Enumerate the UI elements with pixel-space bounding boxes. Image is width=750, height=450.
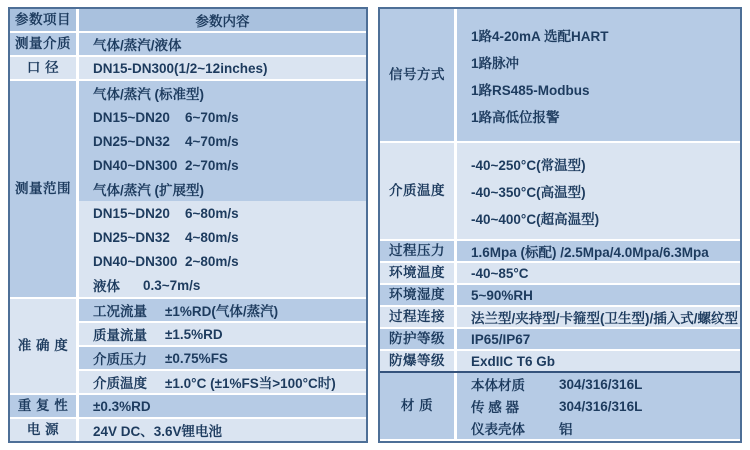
range-size: DN40~DN300	[93, 157, 178, 173]
range-size: DN25~DN32	[93, 133, 170, 149]
value-range-standard-dn25	[79, 129, 366, 153]
label-power-supply: 电 源	[10, 419, 76, 441]
value-range-extended-dn15	[79, 201, 366, 225]
label-signal-mode: 信号方式	[380, 9, 454, 141]
row-diameter	[10, 57, 366, 79]
label-explosion-proof-rating: 防爆等级	[380, 351, 454, 371]
row-explosion-proof-rating	[380, 351, 740, 371]
row-measuring-medium	[10, 33, 366, 55]
label-measuring-range: 测量范围	[10, 81, 76, 297]
label-protection-rating: 防护等级	[380, 329, 454, 349]
accuracy-item: 介质温度	[93, 376, 147, 391]
right-spec-table	[378, 7, 742, 443]
row-accuracy	[10, 299, 366, 393]
value-repeatability: ±0.3%RD	[79, 395, 366, 417]
header-param-content: 参数内容	[79, 9, 366, 31]
value-measuring-medium: 气体/蒸汽/液体	[79, 33, 366, 55]
label-process-connection: 过程连接	[380, 307, 454, 327]
value-material-sensor	[457, 395, 740, 417]
left-table-header-row	[10, 9, 366, 31]
accuracy-item: 质量流量	[93, 328, 147, 343]
row-material	[380, 373, 740, 439]
label-medium-temperature: 介质温度	[380, 143, 454, 239]
value-signal-current: 1路4-20mA 选配HART	[471, 28, 609, 44]
value-medium-temp-ultra: -40~400°C(超高温型)	[471, 212, 600, 227]
value-range-liquid	[79, 273, 366, 297]
value-medium-temp-normal: -40~250°C(常温型)	[471, 158, 586, 173]
material-item: 传 感 器	[471, 400, 520, 415]
label-measuring-medium: 测量介质	[10, 33, 76, 55]
value-gas-steam-extended: 气体/蒸汽 (扩展型)	[79, 177, 366, 201]
value-accuracy-working-flow	[79, 299, 366, 321]
range-velocity: 2~80m/s	[185, 253, 239, 269]
range-size: DN40~DN300	[93, 253, 178, 269]
left-spec-table	[8, 7, 368, 443]
label-ambient-humidity: 环境湿度	[380, 285, 454, 305]
label-ambient-temperature: 环境温度	[380, 263, 454, 283]
row-medium-temperature	[380, 143, 740, 239]
row-process-connection	[380, 307, 740, 327]
label-accuracy: 准 确 度	[10, 299, 76, 393]
value-ambient-temperature: -40~85°C	[457, 263, 740, 283]
material-item: 仪表壳体	[471, 422, 525, 437]
value-diameter: DN15-DN300(1/2~12inches)	[79, 57, 366, 79]
value-material-housing	[457, 417, 740, 439]
row-process-pressure	[380, 241, 740, 261]
range-velocity: 6~80m/s	[185, 205, 239, 221]
label-repeatability: 重 复 性	[10, 395, 76, 417]
value-power-supply: 24V DC、3.6V锂电池	[79, 419, 366, 441]
accuracy-value: ±1%RD(气体/蒸汽)	[165, 304, 279, 319]
value-signal-rs485: 1路RS485-Modbus	[471, 82, 590, 98]
value-range-extended-dn40	[79, 249, 366, 273]
value-accuracy-mass-flow	[79, 323, 366, 345]
value-material-body	[457, 373, 740, 395]
accuracy-value: ±0.75%FS	[165, 350, 228, 366]
row-power-supply	[10, 419, 366, 441]
material-value: 铝	[559, 422, 573, 437]
label-material: 材 质	[380, 373, 454, 439]
header-param-item: 参数项目	[10, 9, 76, 31]
value-signal-alarm: 1路高低位报警	[471, 109, 560, 125]
row-protection-rating	[380, 329, 740, 349]
value-range-standard-dn15	[79, 105, 366, 129]
range-velocity: 6~70m/s	[185, 109, 239, 125]
label-diameter: 口 径	[10, 57, 76, 79]
accuracy-value: ±1.0°C (±1%FS当>100°C时)	[165, 376, 336, 391]
value-ambient-humidity: 5~90%RH	[457, 285, 740, 305]
value-accuracy-medium-temperature	[79, 371, 366, 393]
row-signal-mode	[380, 9, 740, 141]
value-range-standard-dn40	[79, 153, 366, 177]
value-explosion-proof-rating: ExdIIC T6 Gb	[457, 351, 740, 371]
row-ambient-temperature	[380, 263, 740, 283]
value-process-pressure: 1.6Mpa (标配) /2.5Mpa/4.0Mpa/6.3Mpa	[457, 241, 740, 261]
value-signal-pulse: 1路脉冲	[471, 55, 520, 71]
range-size: DN25~DN32	[93, 229, 170, 245]
accuracy-item: 工况流量	[93, 304, 147, 319]
accuracy-item: 介质压力	[93, 352, 147, 367]
material-item: 本体材质	[471, 378, 525, 393]
value-medium-temp-high: -40~350°C(高温型)	[471, 185, 586, 200]
value-gas-steam-standard: 气体/蒸汽 (标准型)	[79, 81, 366, 105]
range-size: DN15~DN20	[93, 109, 170, 125]
row-ambient-humidity	[380, 285, 740, 305]
value-range-extended-dn25	[79, 225, 366, 249]
row-measuring-range	[10, 81, 366, 297]
row-repeatability	[10, 395, 366, 417]
material-value: 304/316/316L	[559, 398, 643, 414]
value-protection-rating: IP65/IP67	[457, 329, 740, 349]
range-size: 液体	[93, 279, 120, 294]
range-velocity: 4~70m/s	[185, 133, 239, 149]
material-value: 304/316/316L	[559, 376, 643, 392]
range-velocity: 2~70m/s	[185, 157, 239, 173]
range-velocity: 0.3~7m/s	[143, 277, 201, 293]
label-process-pressure: 过程压力	[380, 241, 454, 261]
value-process-connection: 法兰型/夹持型/卡箍型(卫生型)/插入式/螺纹型	[457, 307, 740, 327]
range-size: DN15~DN20	[93, 205, 170, 221]
value-accuracy-medium-pressure	[79, 347, 366, 369]
accuracy-value: ±1.5%RD	[165, 326, 223, 342]
range-velocity: 4~80m/s	[185, 229, 239, 245]
